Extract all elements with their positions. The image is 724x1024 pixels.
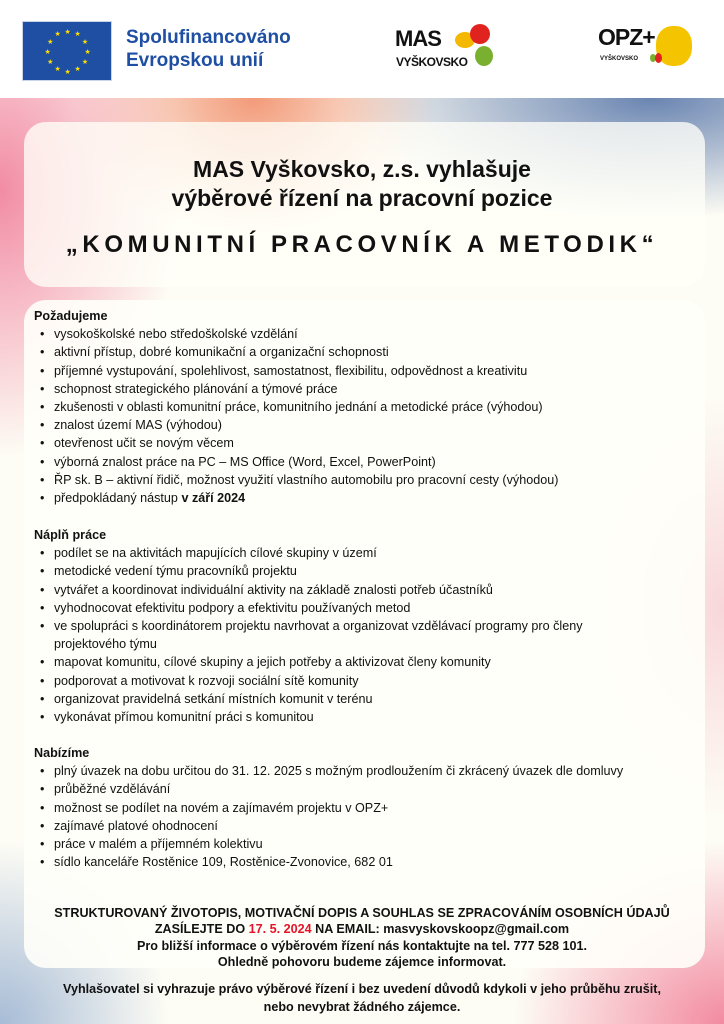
deadline-date: 17. 5. 2024 bbox=[248, 922, 312, 937]
instructions-line1: STRUKTUROVANÝ ŽIVOTOPIS, MOTIVAČNÍ DOPIS A SOUHLAS SE ZPRACOVÁNÍM OSOBNÍCH ÚDAJŮ bbox=[54, 906, 670, 920]
mas-vyskovsko-logo bbox=[395, 24, 510, 74]
list-item: • vykonávat přímou komunitní práci s komunitou bbox=[40, 708, 694, 726]
disclaimer bbox=[0, 980, 724, 1016]
list-item: • schopnost strategického plánování a týmové práce bbox=[40, 380, 694, 398]
star-icon: ★ bbox=[81, 58, 89, 66]
star-icon: ★ bbox=[44, 48, 51, 56]
star-icon: ★ bbox=[74, 65, 81, 73]
announcement-subtitle: výběrové řízení na pracovní pozice bbox=[171, 185, 553, 211]
list-item: • metodické vedení týmu pracovníků projektu bbox=[40, 562, 694, 580]
requirements-list bbox=[34, 325, 694, 507]
list-item: • vyhodnocovat efektivitu podpory a efektivitu používaných metod bbox=[40, 599, 694, 617]
eu-text-line2: Evropskou unií bbox=[126, 50, 264, 71]
eu-flag-icon bbox=[22, 21, 112, 81]
list-item: • organizovat pravidelná setkání místních komunit v terénu bbox=[40, 690, 694, 708]
star-icon: ★ bbox=[81, 38, 89, 46]
eu-cofinanced-text bbox=[126, 26, 291, 72]
list-item: • otevřenost učit se novým věcem bbox=[40, 434, 694, 452]
list-item: • aktivní přístup, dobré komunikační a organizační schopnosti bbox=[40, 343, 694, 361]
opz-logo-sub: VYŠKOVSKO bbox=[600, 56, 639, 62]
star-icon: ★ bbox=[64, 68, 71, 76]
list-item: • práce v malém a příjemném kolektivu bbox=[40, 835, 694, 853]
list-item: • ve spolupráci s koordinátorem projektu navrhovat a organizovat vzdělávací programy pro členy projektového týmu bbox=[40, 617, 694, 653]
offer-list bbox=[34, 762, 694, 871]
list-item: • sídlo kanceláře Rostěnice 109, Rostěnice-Zvonovice, 682 01 bbox=[40, 853, 694, 871]
star-icon: ★ bbox=[74, 31, 81, 39]
duties-list bbox=[34, 544, 694, 726]
list-item: • zkušenosti v oblasti komunitní práce, komunitního jednání a metodické práce (výhodou) bbox=[40, 398, 694, 416]
disclaimer-line2: nebo nevybrat žádného zájemce. bbox=[263, 1000, 461, 1014]
list-item: • plný úvazek na dobu určitou do 31. 12. 2025 s možným prodloužením či zkrácený úvazek dle domluvy bbox=[40, 762, 694, 780]
phone-contact: Pro bližší informace o výběrovém řízení nás kontaktujte na tel. 777 528 101. bbox=[136, 938, 588, 953]
list-item: • vytvářet a koordinovat individuální aktivity na základě znalosti potřeb účastníků bbox=[40, 581, 694, 599]
list-item bbox=[40, 489, 694, 507]
position-name: „KOMUNITNÍ PRACOVNÍK A METODIK“ bbox=[65, 231, 659, 258]
section-heading: Náplň práce bbox=[34, 528, 107, 542]
interview-note: Ohledně pohovoru budeme zájemce informovat. bbox=[217, 954, 507, 969]
start-date: v září 2024 bbox=[181, 491, 246, 506]
application-instructions bbox=[0, 905, 724, 970]
announcement-title: MAS Vyškovsko, z.s. vyhlašuje bbox=[193, 156, 531, 182]
send-label: ZASÍLEJTE DO bbox=[154, 922, 249, 937]
logo-header bbox=[0, 0, 724, 98]
list-item: • výborná znalost práce na PC – MS Office (Word, Excel, PowerPoint) bbox=[40, 453, 694, 471]
list-item: • vysokoškolské nebo středoškolské vzdělání bbox=[40, 325, 694, 343]
section-requirements bbox=[34, 307, 694, 507]
list-item: • průběžné vzdělávání bbox=[40, 780, 694, 798]
email-contact: NA EMAIL: masvyskovskoopz@gmail.com bbox=[311, 922, 570, 937]
list-item: • znalost území MAS (výhodou) bbox=[40, 416, 694, 434]
start-label: předpokládaný nástup bbox=[54, 491, 182, 506]
list-item: • zajímavé platové ohodnocení bbox=[40, 817, 694, 835]
list-item: • příjemné vystupování, spolehlivost, samostatnost, flexibilitu, odpovědnost a kreativitu bbox=[40, 362, 694, 380]
list-item: • ŘP sk. B – aktivní řidič, možnost využití vlastního automobilu pro pracovní cesty (výhodou) bbox=[40, 471, 694, 489]
star-icon: ★ bbox=[47, 58, 54, 66]
star-icon: ★ bbox=[54, 31, 61, 39]
hand-green-icon bbox=[475, 46, 493, 66]
section-heading: Nabízíme bbox=[34, 746, 90, 760]
section-offer bbox=[34, 744, 694, 871]
disclaimer-line1: Vyhlašovatel si vyhrazuje právo výběrové řízení i bez uvedení důvodů kdykoli v jeho průběhu zrušit, bbox=[63, 982, 661, 996]
instructions-line2 bbox=[0, 921, 724, 937]
star-icon: ★ bbox=[84, 48, 91, 56]
list-item: • podílet se na aktivitách mapujících cílové skupiny v území bbox=[40, 544, 694, 562]
opz-logo-word: OPZ+ bbox=[598, 24, 655, 50]
opz-plus-logo bbox=[598, 24, 698, 70]
list-item: • možnost se podílet na novém a zajímavém projektu v OPZ+ bbox=[40, 799, 694, 817]
star-icon: ★ bbox=[47, 38, 54, 46]
hand-red-icon bbox=[470, 24, 490, 44]
leaf-red-icon bbox=[655, 53, 662, 63]
star-icon: ★ bbox=[64, 28, 71, 36]
list-item: • mapovat komunitu, cílové skupiny a jejich potřeby a aktivizovat členy komunity bbox=[40, 653, 694, 671]
eu-text-line1: Spolufinancováno bbox=[126, 27, 291, 48]
mas-logo-sub: VYŠKOVSKO bbox=[396, 55, 468, 69]
star-icon: ★ bbox=[54, 65, 61, 73]
section-duties bbox=[34, 526, 694, 726]
section-heading: Požadujeme bbox=[34, 309, 108, 323]
list-item: • podporovat a motivovat k rozvoji sociální sítě komunity bbox=[40, 672, 694, 690]
mas-logo-word: MAS bbox=[395, 26, 441, 51]
